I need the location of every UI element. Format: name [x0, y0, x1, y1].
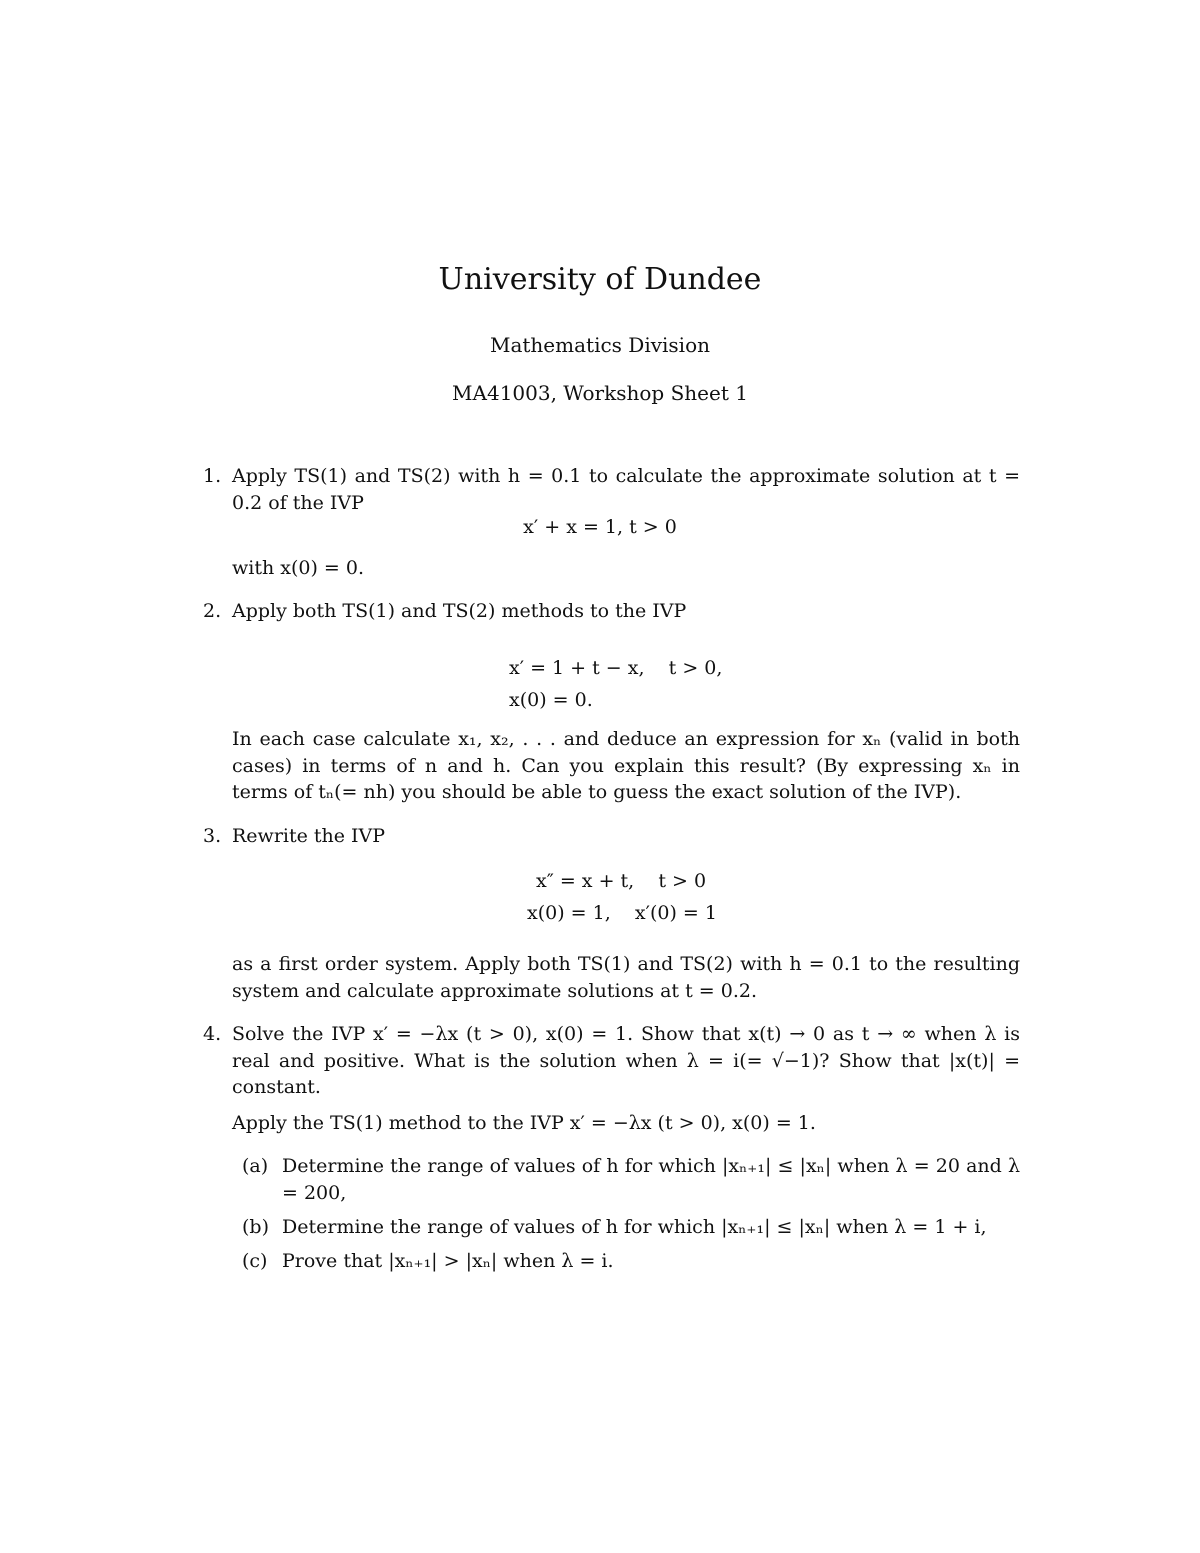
question-1-equation: x′ + x = 1, t > 0: [523, 516, 677, 538]
question-2-number: 2.: [203, 600, 222, 622]
question-3-instructions: as a first order system. Apply both TS(1) and TS(2) with h = 0.1 to the resulting system and calculate approximate solutions at t = 0.2.: [232, 953, 1020, 1002]
part-a-text: Determine the range of values of h for which |xₙ₊₁| ≤ |xₙ| when λ = 20 and λ = 200,: [282, 1155, 1020, 1204]
question-2-instructions: In each case calculate x₁, x₂, . . . and deduce an expression for xₙ (valid in both cases) in terms of n and h. Can you explain this result? (By expressing xₙ in terms of tₙ(= nh) you should be able to guess the exact solution of the IVP).: [232, 728, 1020, 803]
part-c-label: (c): [242, 1250, 268, 1272]
question-3-text: Rewrite the IVP: [232, 825, 386, 847]
question-3-equation-2: x(0) = 1, x′(0) = 1: [527, 902, 717, 924]
question-2-text: Apply both TS(1) and TS(2) methods to the IVP: [232, 600, 687, 622]
question-2-equation-2: x(0) = 0.: [509, 689, 593, 711]
division-name: Mathematics Division: [489, 333, 710, 357]
question-3-number: 3.: [203, 825, 222, 847]
question-1-number: 1.: [203, 465, 222, 487]
part-c-text: Prove that |xₙ₊₁| > |xₙ| when λ = i.: [282, 1250, 614, 1272]
question-4-method: Apply the TS(1) method to the IVP x′ = −λx (t > 0), x(0) = 1.: [232, 1112, 816, 1134]
page-title: University of Dundee: [438, 262, 762, 297]
part-b-text: Determine the range of values of h for which |xₙ₊₁| ≤ |xₙ| when λ = 1 + i,: [282, 1216, 987, 1238]
question-2-equation-1: x′ = 1 + t − x, t > 0,: [509, 657, 723, 679]
question-4-number: 4.: [203, 1023, 222, 1045]
question-3-equation-1: x″ = x + t, t > 0: [536, 870, 707, 892]
course-title: MA41003, Workshop Sheet 1: [452, 381, 748, 405]
question-1-text: Apply TS(1) and TS(2) with h = 0.1 to calculate the approximate solution at t = 0.2 of the IVP: [232, 465, 1020, 514]
part-b-label: (b): [242, 1216, 269, 1238]
question-1-initial-condition: with x(0) = 0.: [232, 557, 365, 579]
question-4-text: Solve the IVP x′ = −λx (t > 0), x(0) = 1. Show that x(t) → 0 as t → ∞ when λ is real and positive. What is the solution when λ = i(= √−1)? Show that |x(t)| = constant.: [232, 1023, 1020, 1098]
part-a-label: (a): [242, 1155, 269, 1177]
